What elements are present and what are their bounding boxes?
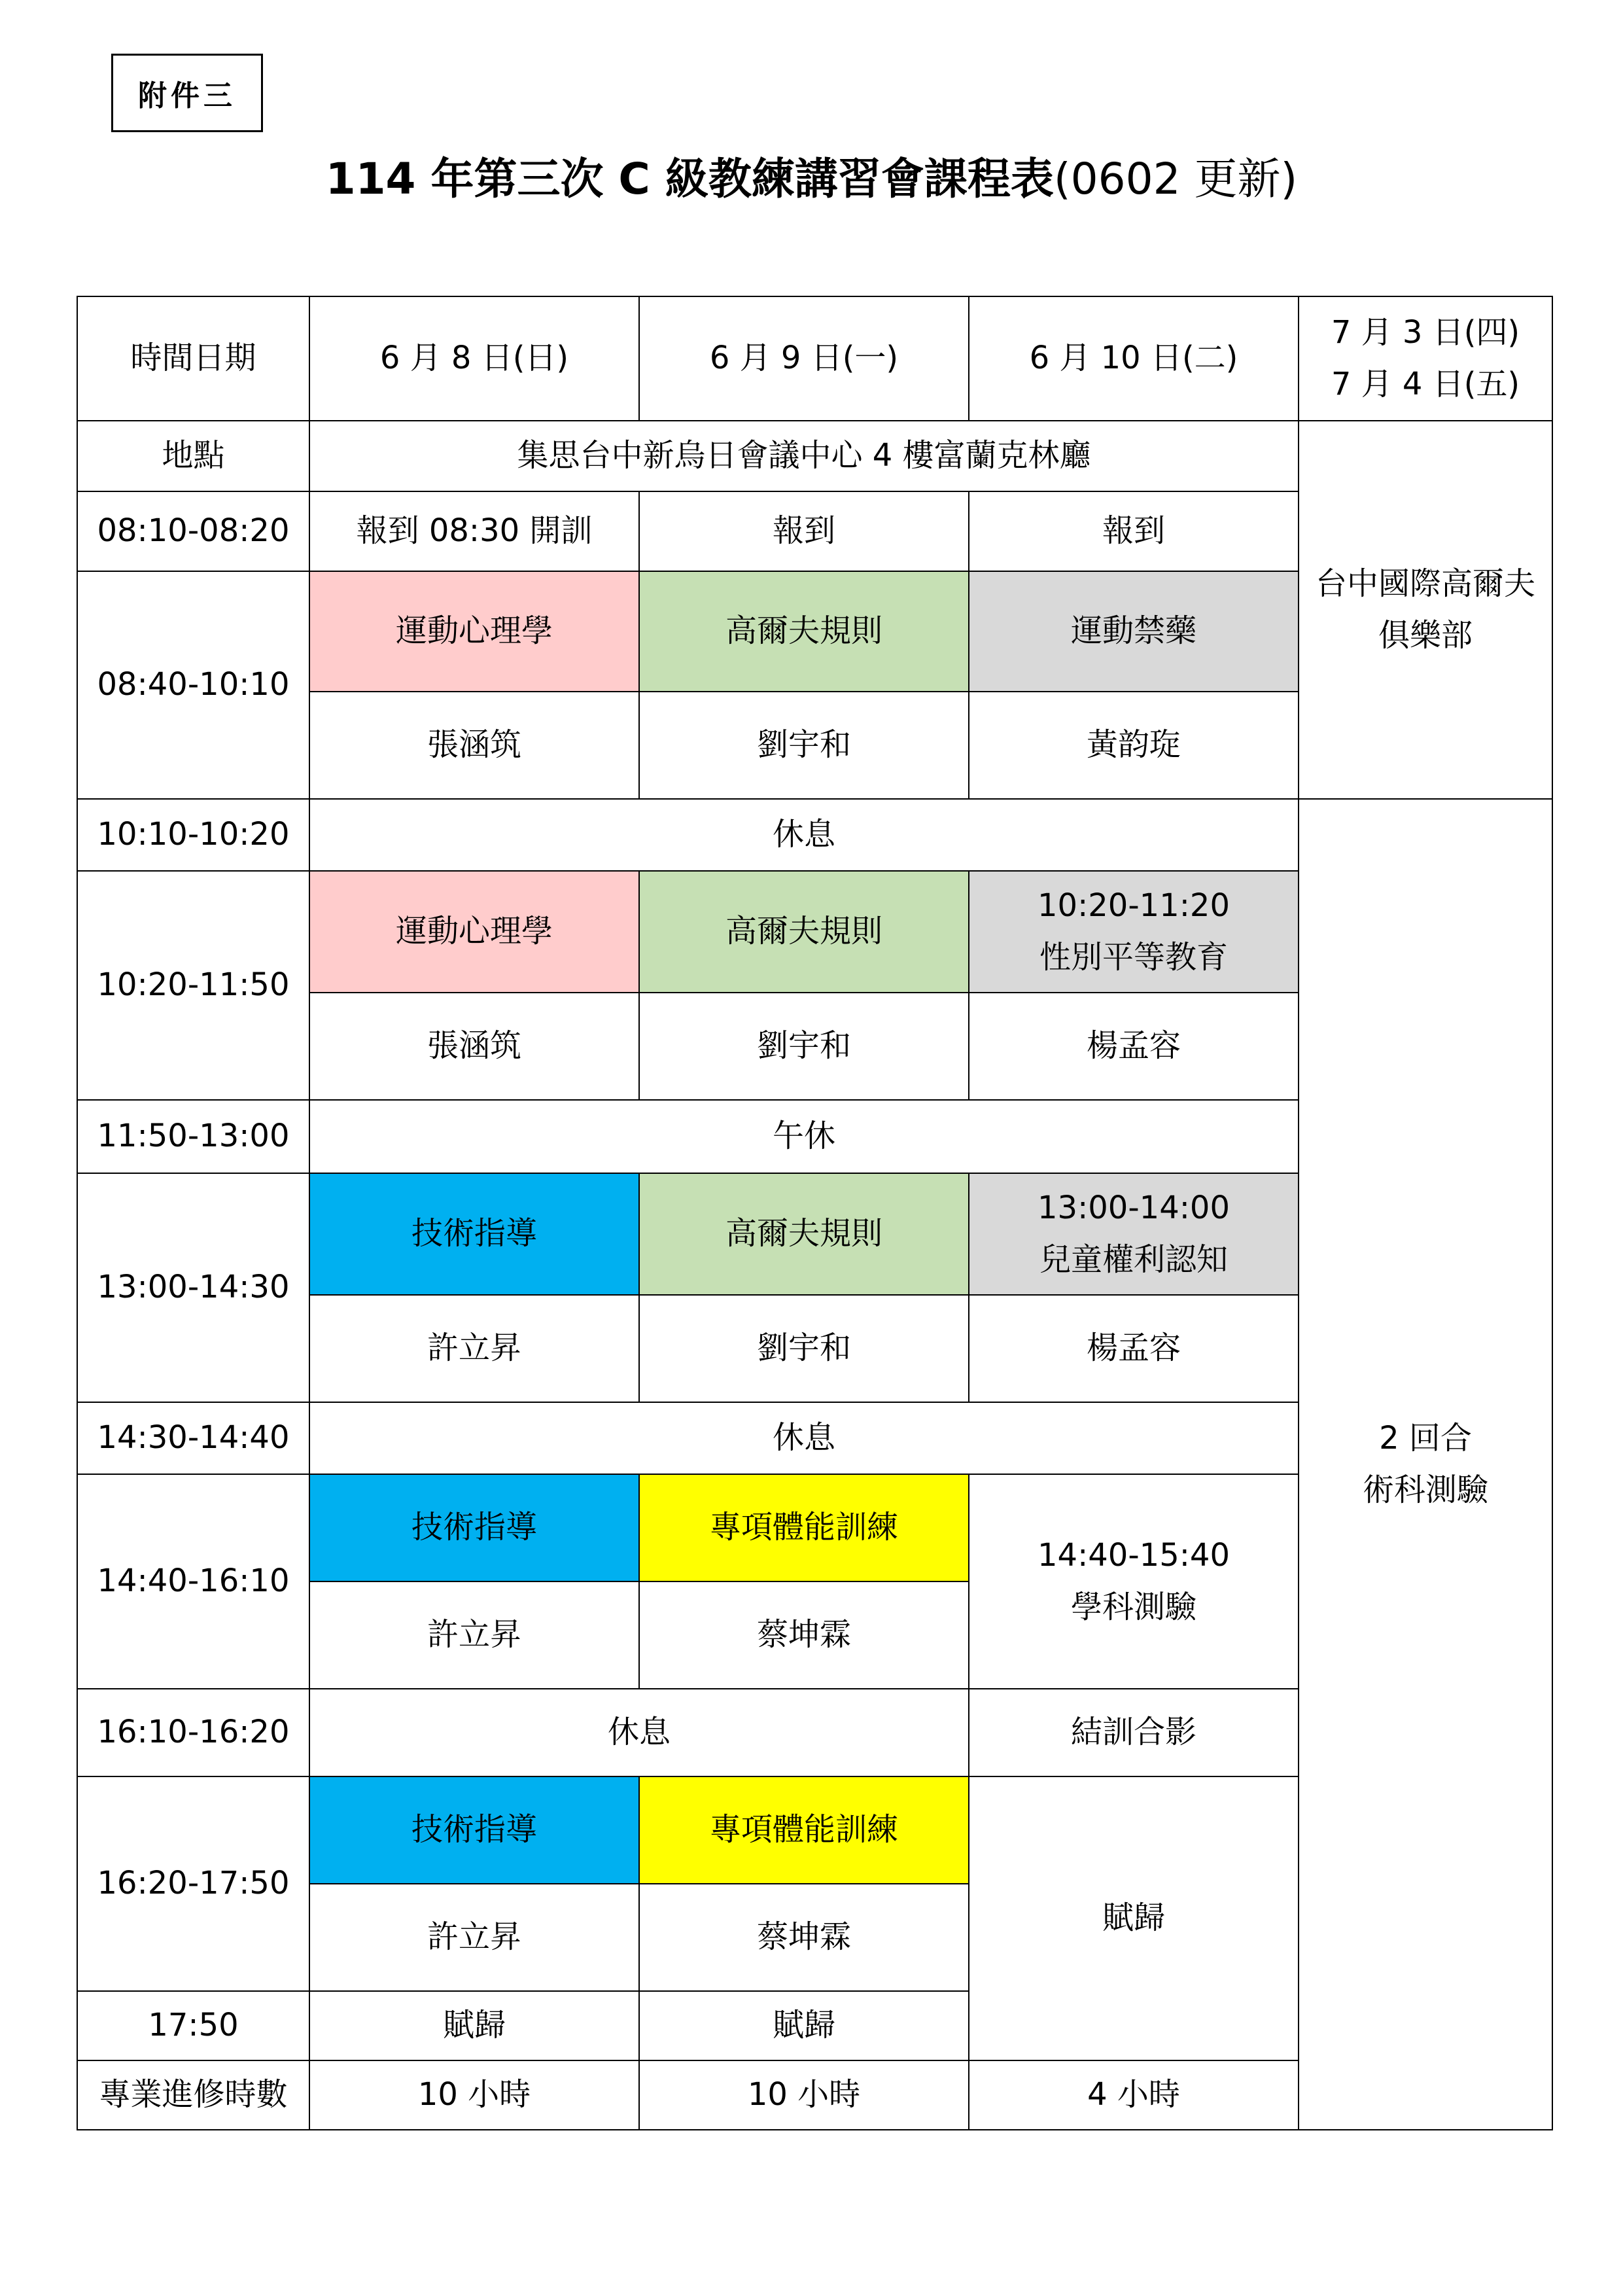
course-cell: 技術指導 — [309, 1474, 639, 1581]
time-cell: 10:20-11:50 — [77, 871, 309, 1100]
exam-day-4 — [1299, 799, 1552, 2130]
course-cell — [969, 1173, 1299, 1295]
venue-day-4-line2: 俱樂部 — [1378, 617, 1473, 654]
course-cell: 運動心理學 — [309, 571, 639, 692]
teacher-cell: 蔡坤霖 — [639, 1884, 969, 1991]
page-title — [0, 144, 1623, 206]
break-cell: 休息 — [309, 799, 1299, 871]
course-cell: 高爾夫規則 — [639, 571, 969, 692]
depart-cell: 賦歸 — [969, 1776, 1299, 2060]
venue-value: 集思台中新烏日會議中心 4 樓富蘭克林廳 — [309, 421, 1299, 491]
schedule-table — [77, 296, 1553, 2130]
header-day-1: 6 月 8 日(日) — [309, 296, 639, 421]
checkin-day-2: 報到 — [639, 491, 969, 571]
depart-cell: 賦歸 — [639, 1991, 969, 2060]
teacher-cell: 許立昇 — [309, 1581, 639, 1689]
header-day-2: 6 月 9 日(一) — [639, 296, 969, 421]
teacher-cell: 張涵筑 — [309, 993, 639, 1100]
hours-day-2: 10 小時 — [639, 2060, 969, 2130]
course-cell: 高爾夫規則 — [639, 1173, 969, 1295]
break-cell: 休息 — [309, 1402, 1299, 1474]
course-cell: 專項體能訓練 — [639, 1474, 969, 1581]
lunch-cell: 午休 — [309, 1100, 1299, 1173]
time-cell: 10:10-10:20 — [77, 799, 309, 871]
course-time: 13:00-14:00 — [1038, 1189, 1230, 1226]
time-cell: 14:30-14:40 — [77, 1402, 309, 1474]
exam-day-4-line2: 術科測驗 — [1362, 1472, 1488, 1508]
venue-row — [77, 421, 1552, 491]
header-day-4-line1: 7 月 3 日(四) — [1331, 313, 1520, 351]
time-cell: 08:40-10:10 — [77, 571, 309, 799]
time-cell: 17:50 — [77, 1991, 309, 2060]
header-day-4 — [1299, 296, 1552, 421]
course-cell: 高爾夫規則 — [639, 871, 969, 993]
title-suffix: (0602 更新) — [1053, 154, 1298, 204]
checkin-day-1: 報到 08:30 開訓 — [309, 491, 639, 571]
course-time: 10:20-11:20 — [1038, 887, 1230, 924]
course-cell: 運動心理學 — [309, 871, 639, 993]
time-cell: 13:00-14:30 — [77, 1173, 309, 1402]
course-title: 學科測驗 — [1070, 1589, 1196, 1625]
course-cell: 專項體能訓練 — [639, 1776, 969, 1884]
venue-label: 地點 — [77, 421, 309, 491]
course-time: 14:40-15:40 — [1038, 1536, 1230, 1574]
header-time-date: 時間日期 — [77, 296, 309, 421]
attachment-label: 附件三 — [111, 54, 263, 132]
exam-cell — [969, 1474, 1299, 1689]
teacher-cell: 張涵筑 — [309, 692, 639, 799]
title-main: 114 年第三次 C 級教練講習會課程表 — [325, 154, 1054, 204]
venue-day-4-line1: 台中國際高爾夫 — [1315, 565, 1535, 602]
hours-day-1: 10 小時 — [309, 2060, 639, 2130]
teacher-cell: 蔡坤霖 — [639, 1581, 969, 1689]
venue-day-4 — [1299, 421, 1552, 799]
teacher-cell: 劉宇和 — [639, 1295, 969, 1402]
course-title: 兒童權利認知 — [1039, 1241, 1228, 1278]
time-cell: 08:10-08:20 — [77, 491, 309, 571]
course-cell — [969, 871, 1299, 993]
course-cell: 技術指導 — [309, 1776, 639, 1884]
header-day-4-line2: 7 月 4 日(五) — [1331, 366, 1520, 402]
hours-day-3: 4 小時 — [969, 2060, 1299, 2130]
time-cell: 14:40-16:10 — [77, 1474, 309, 1689]
time-cell: 16:20-17:50 — [77, 1776, 309, 1991]
time-cell: 16:10-16:20 — [77, 1689, 309, 1776]
teacher-cell: 黃韵琁 — [969, 692, 1299, 799]
break-cell: 休息 — [309, 1689, 969, 1776]
table-row — [77, 799, 1552, 871]
teacher-cell: 楊孟容 — [969, 1295, 1299, 1402]
group-photo-cell: 結訓合影 — [969, 1689, 1299, 1776]
course-cell: 技術指導 — [309, 1173, 639, 1295]
course-title: 性別平等教育 — [1039, 939, 1228, 976]
exam-day-4-line1: 2 回合 — [1379, 1419, 1472, 1457]
header-day-3: 6 月 10 日(二) — [969, 296, 1299, 421]
course-cell: 運動禁藥 — [969, 571, 1299, 692]
time-cell: 11:50-13:00 — [77, 1100, 309, 1173]
checkin-day-3: 報到 — [969, 491, 1299, 571]
teacher-cell: 許立昇 — [309, 1884, 639, 1991]
teacher-cell: 劉宇和 — [639, 692, 969, 799]
hours-label: 專業進修時數 — [77, 2060, 309, 2130]
teacher-cell: 楊孟容 — [969, 993, 1299, 1100]
teacher-cell: 劉宇和 — [639, 993, 969, 1100]
depart-cell: 賦歸 — [309, 1991, 639, 2060]
header-row — [77, 296, 1552, 421]
teacher-cell: 許立昇 — [309, 1295, 639, 1402]
